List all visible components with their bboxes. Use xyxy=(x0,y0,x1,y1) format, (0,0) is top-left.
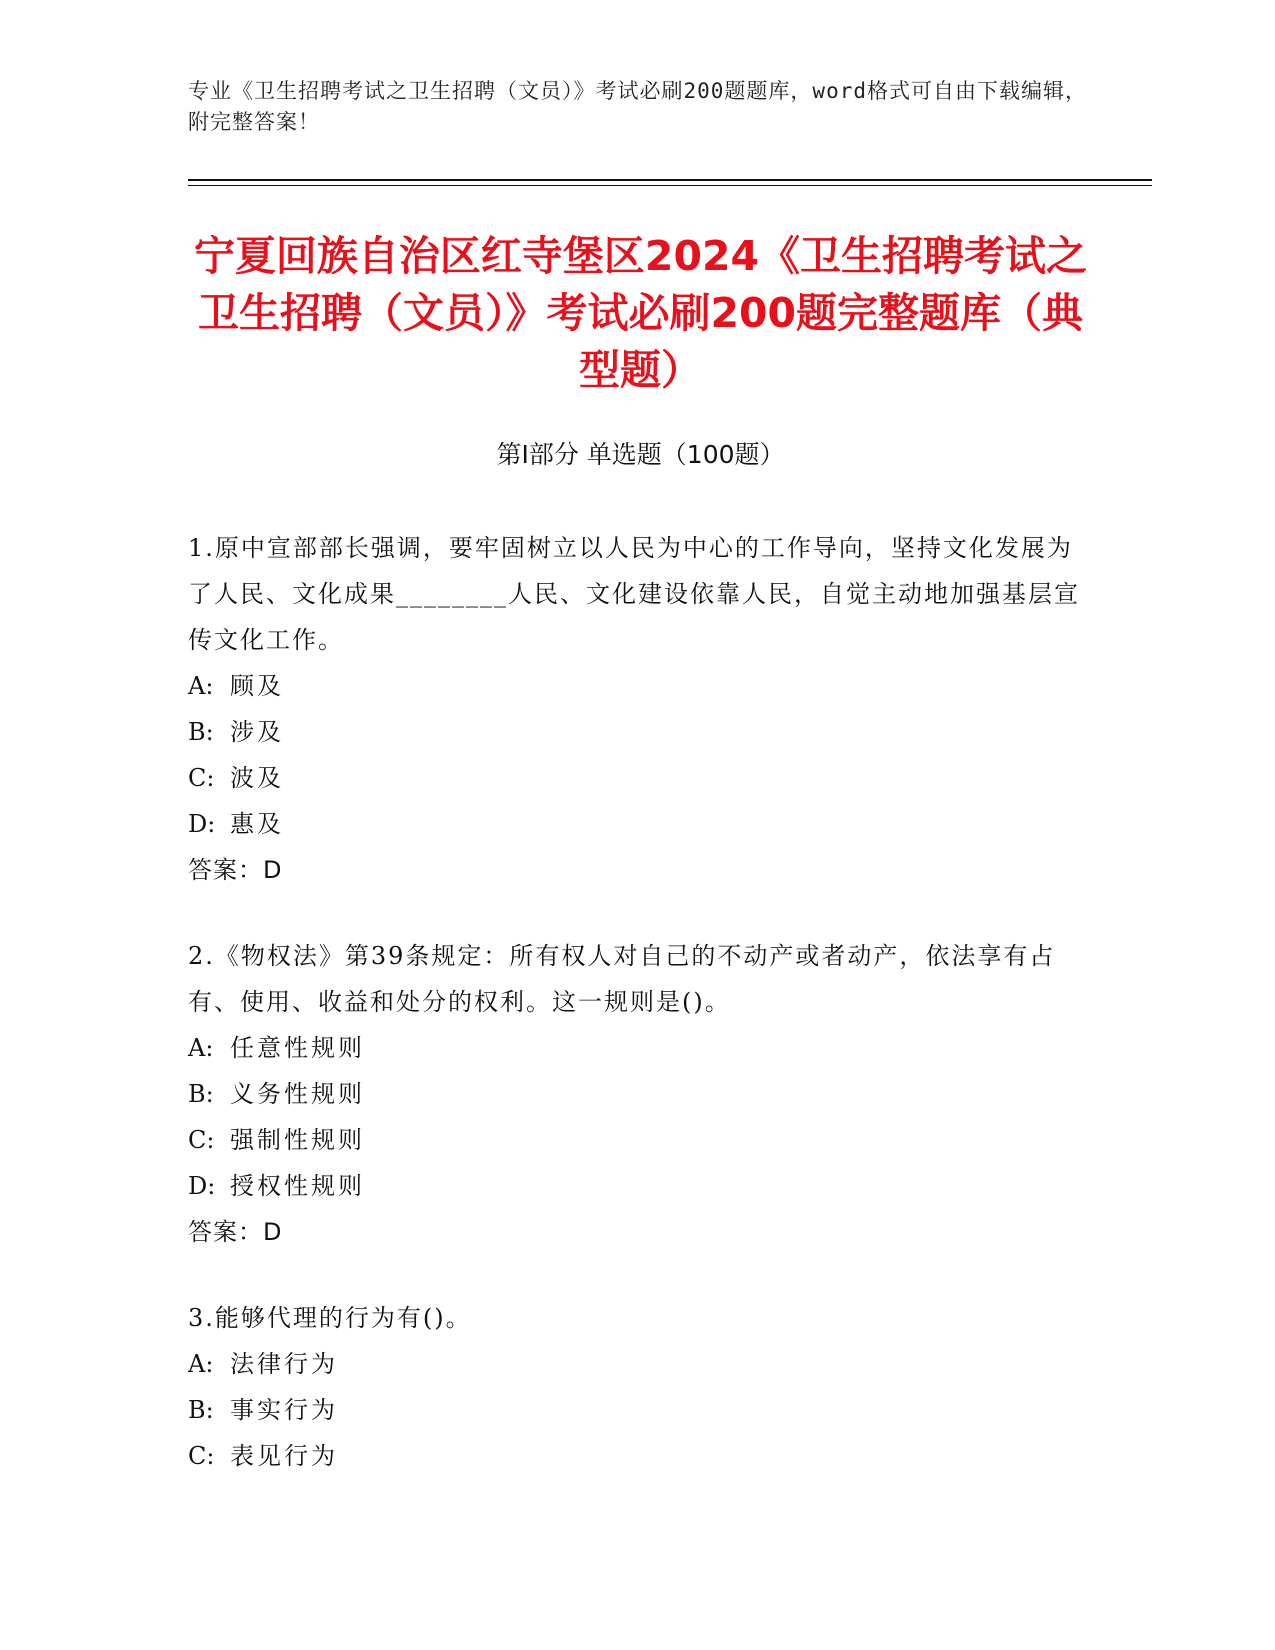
header-rule-thick xyxy=(188,179,1152,181)
option-text: 义务性规则 xyxy=(230,1080,365,1108)
option-b xyxy=(188,1387,1088,1433)
question-stem: 3.能够代理的行为有()。 xyxy=(188,1304,472,1332)
option-text: 法律行为 xyxy=(230,1350,338,1378)
option-text: 惠及 xyxy=(230,810,284,838)
option-letter: D: xyxy=(188,810,216,838)
option-letter: B: xyxy=(188,718,214,746)
answer-line: 答案：D xyxy=(188,856,283,884)
option-letter: A: xyxy=(188,1350,214,1378)
option-text: 顾及 xyxy=(230,672,284,700)
header-note: 专业《卫生招聘考试之卫生招聘（文员）》考试必刷200题题库，word格式可自由下载编辑，附完整答案！ xyxy=(188,79,1087,134)
option-a xyxy=(188,1341,1088,1387)
option-d xyxy=(188,801,1088,847)
option-text: 任意性规则 xyxy=(230,1034,365,1062)
question-list xyxy=(188,525,1088,1519)
option-a xyxy=(188,663,1088,709)
question-stem: 2.《物权法》第39条规定：所有权人对自己的不动产或者动产，依法享有占有、使用、收益和处分的权利。这一规则是()。 xyxy=(188,942,1056,1016)
answer-line: 答案：D xyxy=(188,1218,283,1246)
option-a xyxy=(188,1025,1088,1071)
option-c xyxy=(188,1117,1088,1163)
option-text: 波及 xyxy=(230,764,284,792)
option-text: 授权性规则 xyxy=(230,1172,365,1200)
section-heading: 第Ⅰ部分 单选题（100题） xyxy=(496,440,785,469)
option-letter: C: xyxy=(188,1126,215,1154)
option-text: 涉及 xyxy=(230,718,284,746)
option-d xyxy=(188,1163,1088,1209)
header-rule-thin xyxy=(188,185,1152,186)
option-text: 强制性规则 xyxy=(230,1126,365,1154)
option-text: 表见行为 xyxy=(230,1442,338,1470)
option-letter: B: xyxy=(188,1396,214,1424)
option-letter: C: xyxy=(188,764,215,792)
option-letter: A: xyxy=(188,672,214,700)
question-stem: 1.原中宣部部长强调，要牢固树立以人民为中心的工作导向，坚持文化发展为了人民、文化成果________人民、文化建设依靠人民，自觉主动地加强基层宣传文化工作。 xyxy=(188,534,1080,654)
option-c xyxy=(188,1433,1088,1479)
option-c xyxy=(188,755,1088,801)
question-1 xyxy=(188,525,1088,893)
option-text: 事实行为 xyxy=(230,1396,338,1424)
question-3 xyxy=(188,1295,1088,1479)
option-b xyxy=(188,1071,1088,1117)
question-2 xyxy=(188,933,1088,1255)
document-title: 宁夏回族自治区红寺堡区2024《卫生招聘考试之卫生招聘（文员）》考试必刷200题完整题库（典型题） xyxy=(193,232,1088,394)
option-letter: B: xyxy=(188,1080,214,1108)
option-letter: D: xyxy=(188,1172,216,1200)
option-letter: A: xyxy=(188,1034,214,1062)
option-letter: C: xyxy=(188,1442,215,1470)
option-b xyxy=(188,709,1088,755)
